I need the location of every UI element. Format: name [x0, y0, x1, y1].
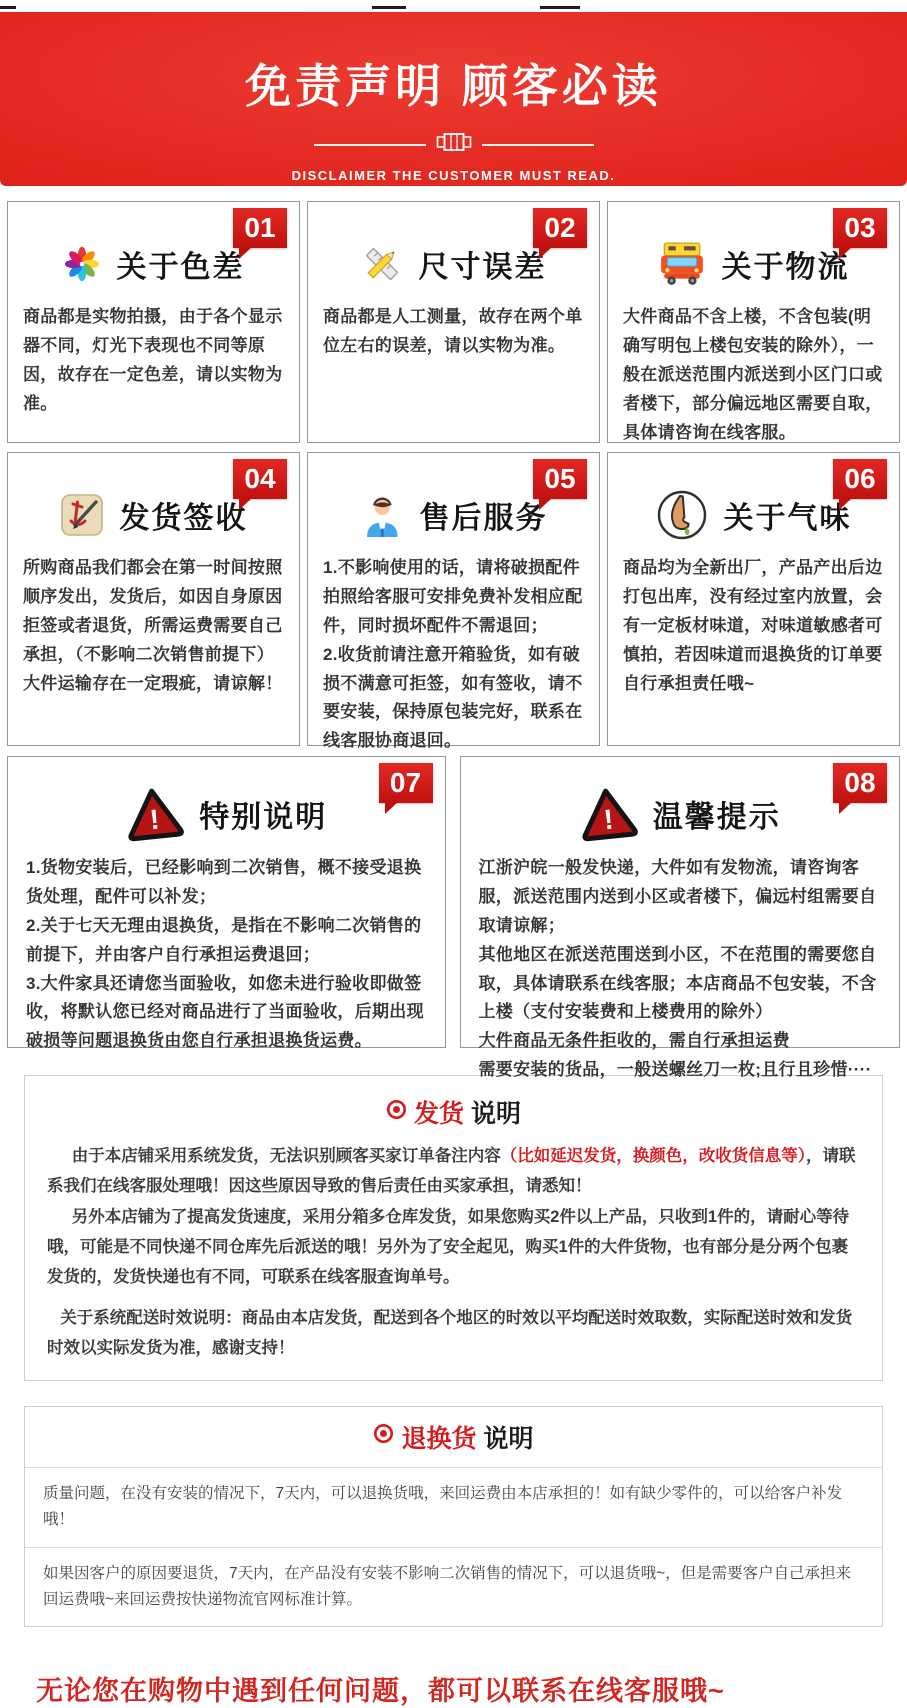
- highlighted-note: （比如延迟发货，换颜色，改收货信息等）: [500, 1147, 806, 1165]
- card-shipping-receipt: [7, 452, 300, 746]
- card-text: 大件商品不含上楼，不含包装(明确写明包上楼包安装的除外），一般在派送范围内派送到小区门口或者楼下，部分偏远地区需要自取，具体请咨询在线客服。: [623, 307, 883, 442]
- edge-artifact: [540, 6, 580, 9]
- returns-row: 质量问题，在没有安装的情况下，7天内，可以退换货哦，来回运费由本店承担的！如有缺少零件的，可以给客户补发哦！: [43, 1484, 843, 1529]
- card-special-notes: [7, 756, 446, 1051]
- shipping-section-header: [47, 1088, 860, 1140]
- card-number-badge: 02: [533, 208, 587, 248]
- footer-service-note: 无论您在购物中遇到任何问题，都可以联系在线客服哦~: [36, 1676, 725, 1707]
- card-number-badge: 04: [233, 459, 287, 499]
- nose-icon: [656, 489, 708, 541]
- card-title: 关于物流: [721, 251, 850, 284]
- card-size-error: [307, 201, 600, 443]
- card-number-badge: 08: [833, 763, 887, 803]
- card-text: 江浙沪皖一般发快递，大件如有发物流，请咨询客服，派送范围内送到小区或者楼下，偏远村组需要自取请谅解；: [478, 858, 877, 935]
- section-title-red: 发货: [413, 1100, 464, 1128]
- svg-text:!: !: [148, 803, 162, 836]
- edge-artifact: [0, 6, 16, 9]
- shipping-notes-section: [24, 1075, 883, 1381]
- card-text: 3.大件家具还请您当面验收，如您未进行验收即做签收，将默认您已经对商品进行了当面验收，后期出现破损等问题退换货由您自行承担退换货运费。: [26, 973, 424, 1051]
- card-color-difference: [7, 201, 300, 443]
- card-text: 需要安装的货品，一般送螺丝刀一枚;且行且珍惜····: [478, 1060, 872, 1080]
- sign-receipt-icon: [60, 493, 104, 537]
- service-agent-icon: [360, 492, 404, 538]
- bullseye-icon: [373, 1422, 394, 1451]
- disclaimer-banner: [0, 6, 907, 186]
- card-text: 商品均为全新出厂，产品产出后边打包出库，没有经过室内放置，会有一定板材味道，对味道敏感者可慎拍，若因味道而退换货的订单要自行承担责任哦~: [623, 558, 883, 693]
- cards-grid-row2: [0, 452, 907, 751]
- shipping-paragraph: 关于系统配送时效说明：商品由本店发货，配送到各个地区的时效以平均配送时效取数，实际配送时效和发货时效以实际发货为准，感谢支持！: [47, 1309, 853, 1358]
- card-odor: [607, 452, 900, 746]
- svg-text:!: !: [602, 803, 615, 836]
- card-text: 其他地区在派送范围送到小区，不在范围的需要您自取，具体请联系在线客服；本店商品不包安装，不含上楼（支付安装费和上楼费用的除外）: [478, 944, 877, 1022]
- section-title-black: 说明: [471, 1100, 522, 1128]
- card-title: 尺寸误差: [418, 251, 547, 284]
- shipping-paragraph: 另外本店铺为了提高发货速度，采用分箱多仓库发货，如果您购买2件以上产品，只收到1件的，请耐心等待哦，可能是不同快递不同仓库先后派送的哦！另外为了安全起见，购买1件的大件货物，也有部分是分两个包裹发货的，发货快递也有不同，可联系在线客服查询单号。: [47, 1208, 850, 1286]
- cards-grid-row3: [0, 756, 907, 1080]
- card-number-badge: 06: [833, 459, 887, 499]
- parcel-ribbon-icon: [436, 130, 472, 159]
- card-logistics: [607, 201, 900, 443]
- bullseye-icon: [386, 1098, 407, 1127]
- card-text: 所购商品我们都会在第一时间按照顺序发出，发货后，如因自身原因拒签或者退货，所需运费需要自己承担，（不影响二次销售前提下）大件运输存在一定瑕疵，请谅解！: [23, 558, 283, 693]
- card-title: 温馨提示: [652, 801, 781, 834]
- banner-divider: [314, 130, 594, 159]
- card-text: 商品都是人工测量，故存在两个单位左右的误差，请以实物为准。: [323, 307, 583, 355]
- cards-grid-row1: [0, 201, 907, 443]
- shipping-paragraph: 由于本店铺采用系统发货，无法识别顾客买家订单备注内容（比如延迟发货，换颜色，改收货信息等），请联系我们在线客服处理哦！因这些原因导致的售后责任由买家承担，请悉知！: [47, 1147, 856, 1195]
- edge-artifact: [372, 6, 406, 9]
- ruler-pencil-icon: [361, 243, 403, 285]
- divider-line: [314, 144, 426, 146]
- returns-notes-section: [24, 1406, 883, 1627]
- card-title: 售后服务: [419, 502, 548, 535]
- card-text: 2.收货前请注意开箱验货，如有破损不满意可拒签，如有签收，请不要安装，保持原包装完好，联系在线客服协商退回。: [323, 644, 583, 751]
- card-title: 特别说明: [199, 801, 328, 834]
- card-number-badge: 05: [533, 459, 587, 499]
- warning-triangle-icon: [123, 784, 186, 844]
- card-after-sales: [307, 452, 600, 751]
- card-warm-tips: [460, 756, 901, 1080]
- banner-title: 免责声明 顾客必读: [245, 60, 662, 112]
- delivery-truck-icon: [658, 242, 706, 286]
- card-title: 关于气味: [723, 502, 852, 535]
- section-title-red: 退换货: [401, 1424, 477, 1453]
- page-top-edge: [0, 6, 907, 12]
- card-title: 发货签收: [119, 502, 248, 535]
- card-number-badge: 03: [833, 208, 887, 248]
- section-title-black: 说明: [483, 1424, 534, 1453]
- card-text: 2.关于七天无理由退换货，是指在不影响二次销售的前提下，并由客户自行承担运费退回；: [26, 915, 422, 964]
- card-text: 1.不影响使用的话，请将破损配件拍照给客服可安排免费补发相应配件，同时损坏配件不需退回；: [323, 558, 583, 635]
- card-number-badge: 07: [379, 763, 433, 803]
- banner-subtitle: DISCLAIMER THE CUSTOMER MUST READ.: [291, 168, 616, 183]
- card-text: 大件商品无条件拒收的，需自行承担运费: [478, 1031, 790, 1051]
- divider-line: [482, 144, 594, 146]
- card-number-badge: 01: [233, 208, 287, 248]
- color-pinwheel-icon: [63, 245, 101, 283]
- card-title: 关于色差: [116, 251, 245, 284]
- returns-row: 如果因客户的原因要退货，7天内，在产品没有安装不影响二次销售的情况下，可以退货哦~，但是需要客户自己承担来回运费哦~来回运费按快递物流官网标准计算。: [25, 1547, 882, 1627]
- warning-triangle-icon: [576, 784, 639, 844]
- card-text: 1.货物安装后，已经影响到二次销售，概不接受退换货处理，配件可以补发；: [26, 858, 422, 906]
- returns-section-header: [25, 1407, 882, 1468]
- card-text: 商品都是实物拍摄，由于各个显示器不同，灯光下表现也不同等原因，故存在一定色差，请以实物为准。: [23, 307, 283, 413]
